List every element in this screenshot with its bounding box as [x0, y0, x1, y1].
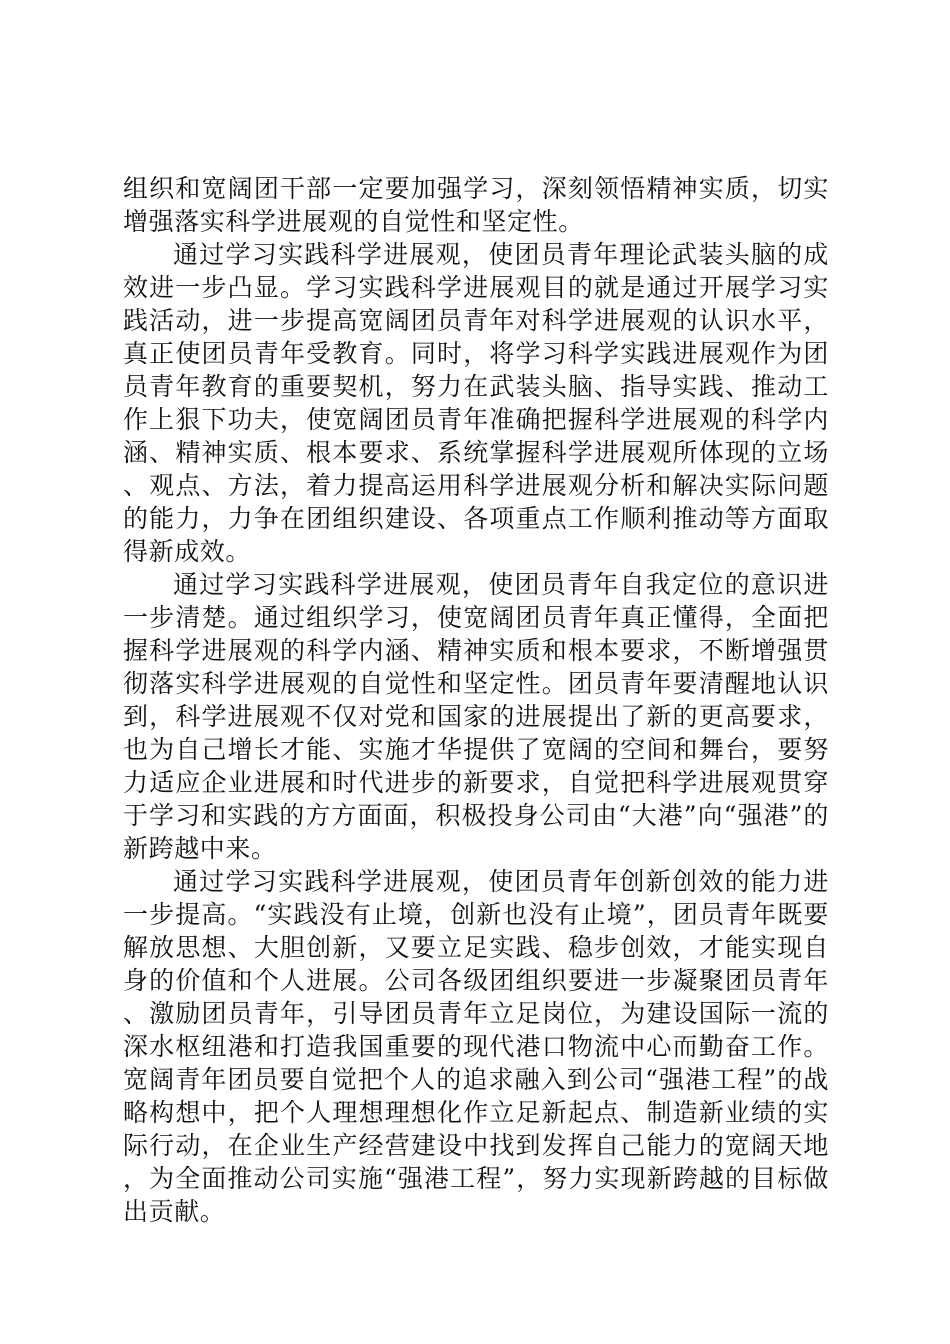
paragraph-2: 通过学习实践科学进展观，使团员青年理论武装头脑的成效进一步凸显。学习实践科学进展观目的就是通过开展学习实践活动，进一步提高宽阔团员青年对科学进展观的认识水平，真正使团员青年受教育。同时，将学习科学实践进展观作为团员青年教育的重要契机，努力在武装头脑、指导实践、推动工作上狠下功夫，使宽阔团员青年准确把握科学进展观的科学内涵、精神实质、根本要求、系统掌握科学进展观所体现的立场、观点、方法，着力提高运用科学进展观分析和解决实际问题的能力，力争在团组织建设、各项重点工作顺利推动等方面取得新成效。 — [123, 240, 829, 566]
paragraph-1: 组织和宽阔团干部一定要加强学习，深刻领悟精神实质，切实增强落实科学进展观的自觉性和坚定性。 — [123, 174, 829, 236]
paragraph-4: 通过学习实践科学进展观，使团员青年创新创效的能力进一步提高。“实践没有止境，创新也没有止境”，团员青年既要解放思想、大胆创新，又要立足实践、稳步创效，才能实现自身的价值和个人进展。公司各级团组织要进一步凝聚团员青年、激励团员青年，引导团员青年立足岗位，为建设国际一流的深水枢纽港和打造我国重要的现代港口物流中心而勤奋工作。宽阔青年团员要自觉把个人的追求融入到公司“强港工程”的战略构想中，把个人理想理想化作立足新起点、制造新业绩的实际行动，在企业生产经营建设中找到发挥自己能力的宽阔天地，为全面推动公司实施“强港工程”，努力实现新跨越的目标做出贡献。 — [123, 867, 829, 1226]
paragraph-3: 通过学习实践科学进展观，使团员青年自我定位的意识进一步清楚。通过组织学习，使宽阔团员青年真正懂得，全面把握科学进展观的科学内涵、精神实质和根本要求，不断增强贯彻落实科学进展观的自觉性和坚定性。团员青年要清醒地认识到，科学进展观不仅对党和国家的进展提出了新的更高要求，也为自己增长才能、实施才华提供了宽阔的空间和舞台，要努力适应企业进展和时代进步的新要求，自觉把科学进展观贯穿于学习和实践的方方面面，积极投身公司由“大港”向“强港”的新跨越中来。 — [123, 570, 829, 863]
document-body — [123, 172, 829, 1228]
